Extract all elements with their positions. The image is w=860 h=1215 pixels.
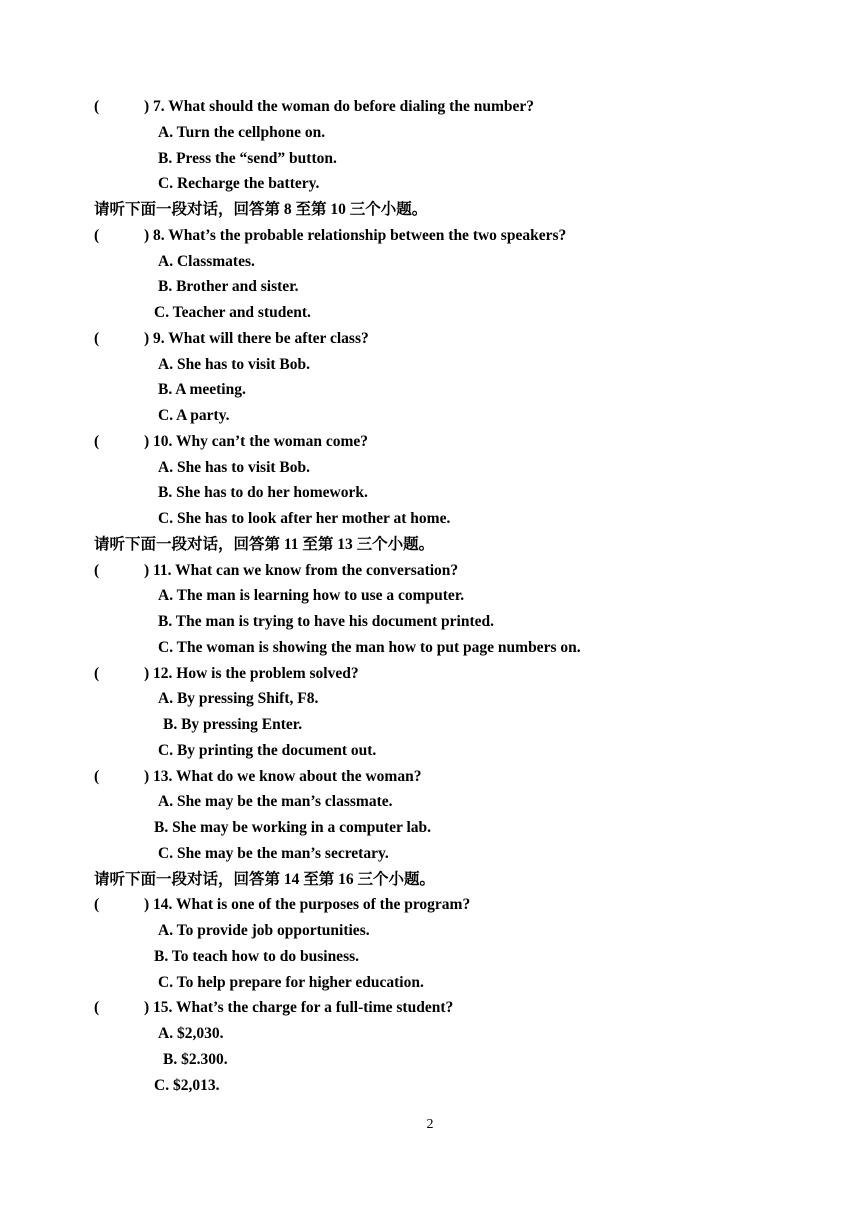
question-13: [94, 767, 421, 787]
question-text: ) 15. What’s the charge for a full-time student?: [144, 999, 454, 1017]
question-9: [94, 329, 369, 349]
answer-option: B. By pressing Enter.: [163, 716, 303, 733]
page-number: 2: [426, 1117, 434, 1132]
answer-option: B. A meeting.: [158, 381, 246, 399]
question-7: [94, 97, 534, 117]
question-text: ) 7. What should the woman do before dialing the number?: [144, 98, 534, 115]
answer-blank: (: [94, 999, 100, 1017]
answer-option: C. By printing the document out.: [158, 741, 377, 759]
question-10: [94, 432, 368, 452]
answer-option: C. The woman is showing the man how to put page numbers on.: [158, 638, 581, 656]
question-14: [94, 895, 470, 915]
question-text: ) 10. Why can’t the woman come?: [144, 432, 369, 450]
question-12: [94, 664, 359, 684]
answer-option: B. $2.300.: [163, 1050, 228, 1068]
answer-option: C. She has to look after her mother at home.: [158, 510, 451, 527]
answer-option: B. Press the “send” button.: [158, 149, 337, 167]
answer-option: C. A party.: [158, 407, 230, 424]
answer-option: A. She has to visit Bob.: [158, 458, 311, 476]
answer-option: B. To teach how to do business.: [154, 947, 360, 965]
answer-option: C. She may be the man’s secretary.: [158, 844, 389, 862]
answer-blank: (: [94, 432, 100, 450]
answer-blank: (: [94, 767, 100, 785]
answer-blank: (: [94, 896, 100, 914]
answer-option: C. Recharge the battery.: [158, 175, 320, 193]
answer-option: A. Classmates.: [158, 252, 255, 270]
answer-blank: (: [94, 664, 100, 682]
answer-option: A. The man is learning how to use a computer.: [158, 587, 465, 605]
answer-option: A. To provide job opportunities.: [158, 922, 370, 939]
answer-option: B. The man is trying to have his document printed.: [158, 613, 495, 630]
question-11: [94, 561, 458, 581]
answer-blank: (: [94, 226, 100, 244]
answer-blank: (: [94, 561, 100, 579]
section-instruction: 请听下面一段对话，回答第 14 至第 16 三个小题。: [94, 870, 436, 888]
answer-option: B. Brother and sister.: [158, 278, 299, 296]
question-text: ) 8. What’s the probable relationship between the two speakers?: [144, 226, 567, 244]
question-15: [94, 998, 453, 1018]
question-8: [94, 226, 566, 246]
answer-option: A. By pressing Shift, F8.: [158, 690, 319, 708]
answer-option: A. She has to visit Bob.: [158, 355, 311, 373]
answer-option: C. $2,013.: [154, 1076, 220, 1094]
question-text: ) 13. What do we know about the woman?: [144, 767, 422, 785]
answer-option: B. She may be working in a computer lab.: [154, 819, 432, 836]
question-text: ) 11. What can we know from the conversation?: [144, 561, 459, 579]
answer-option: C. To help prepare for higher education.: [158, 973, 424, 991]
answer-option: A. She may be the man’s classmate.: [158, 793, 393, 811]
section-instruction: 请听下面一段对话，回答第 8 至第 10 三个小题。: [94, 201, 428, 218]
question-text: ) 12. How is the problem solved?: [144, 664, 359, 682]
question-text: ) 14. What is one of the purposes of the program?: [144, 896, 471, 914]
answer-option: B. She has to do her homework.: [158, 484, 368, 502]
answer-option: C. Teacher and student.: [154, 304, 311, 321]
answer-option: A. Turn the cellphone on.: [158, 123, 326, 141]
answer-option: A. $2,030.: [158, 1025, 224, 1042]
section-instruction: 请听下面一段对话，回答第 11 至第 13 三个小题。: [94, 535, 435, 553]
answer-blank: (: [94, 329, 100, 347]
question-text: ) 9. What will there be after class?: [144, 329, 369, 347]
answer-blank: (: [94, 98, 100, 115]
